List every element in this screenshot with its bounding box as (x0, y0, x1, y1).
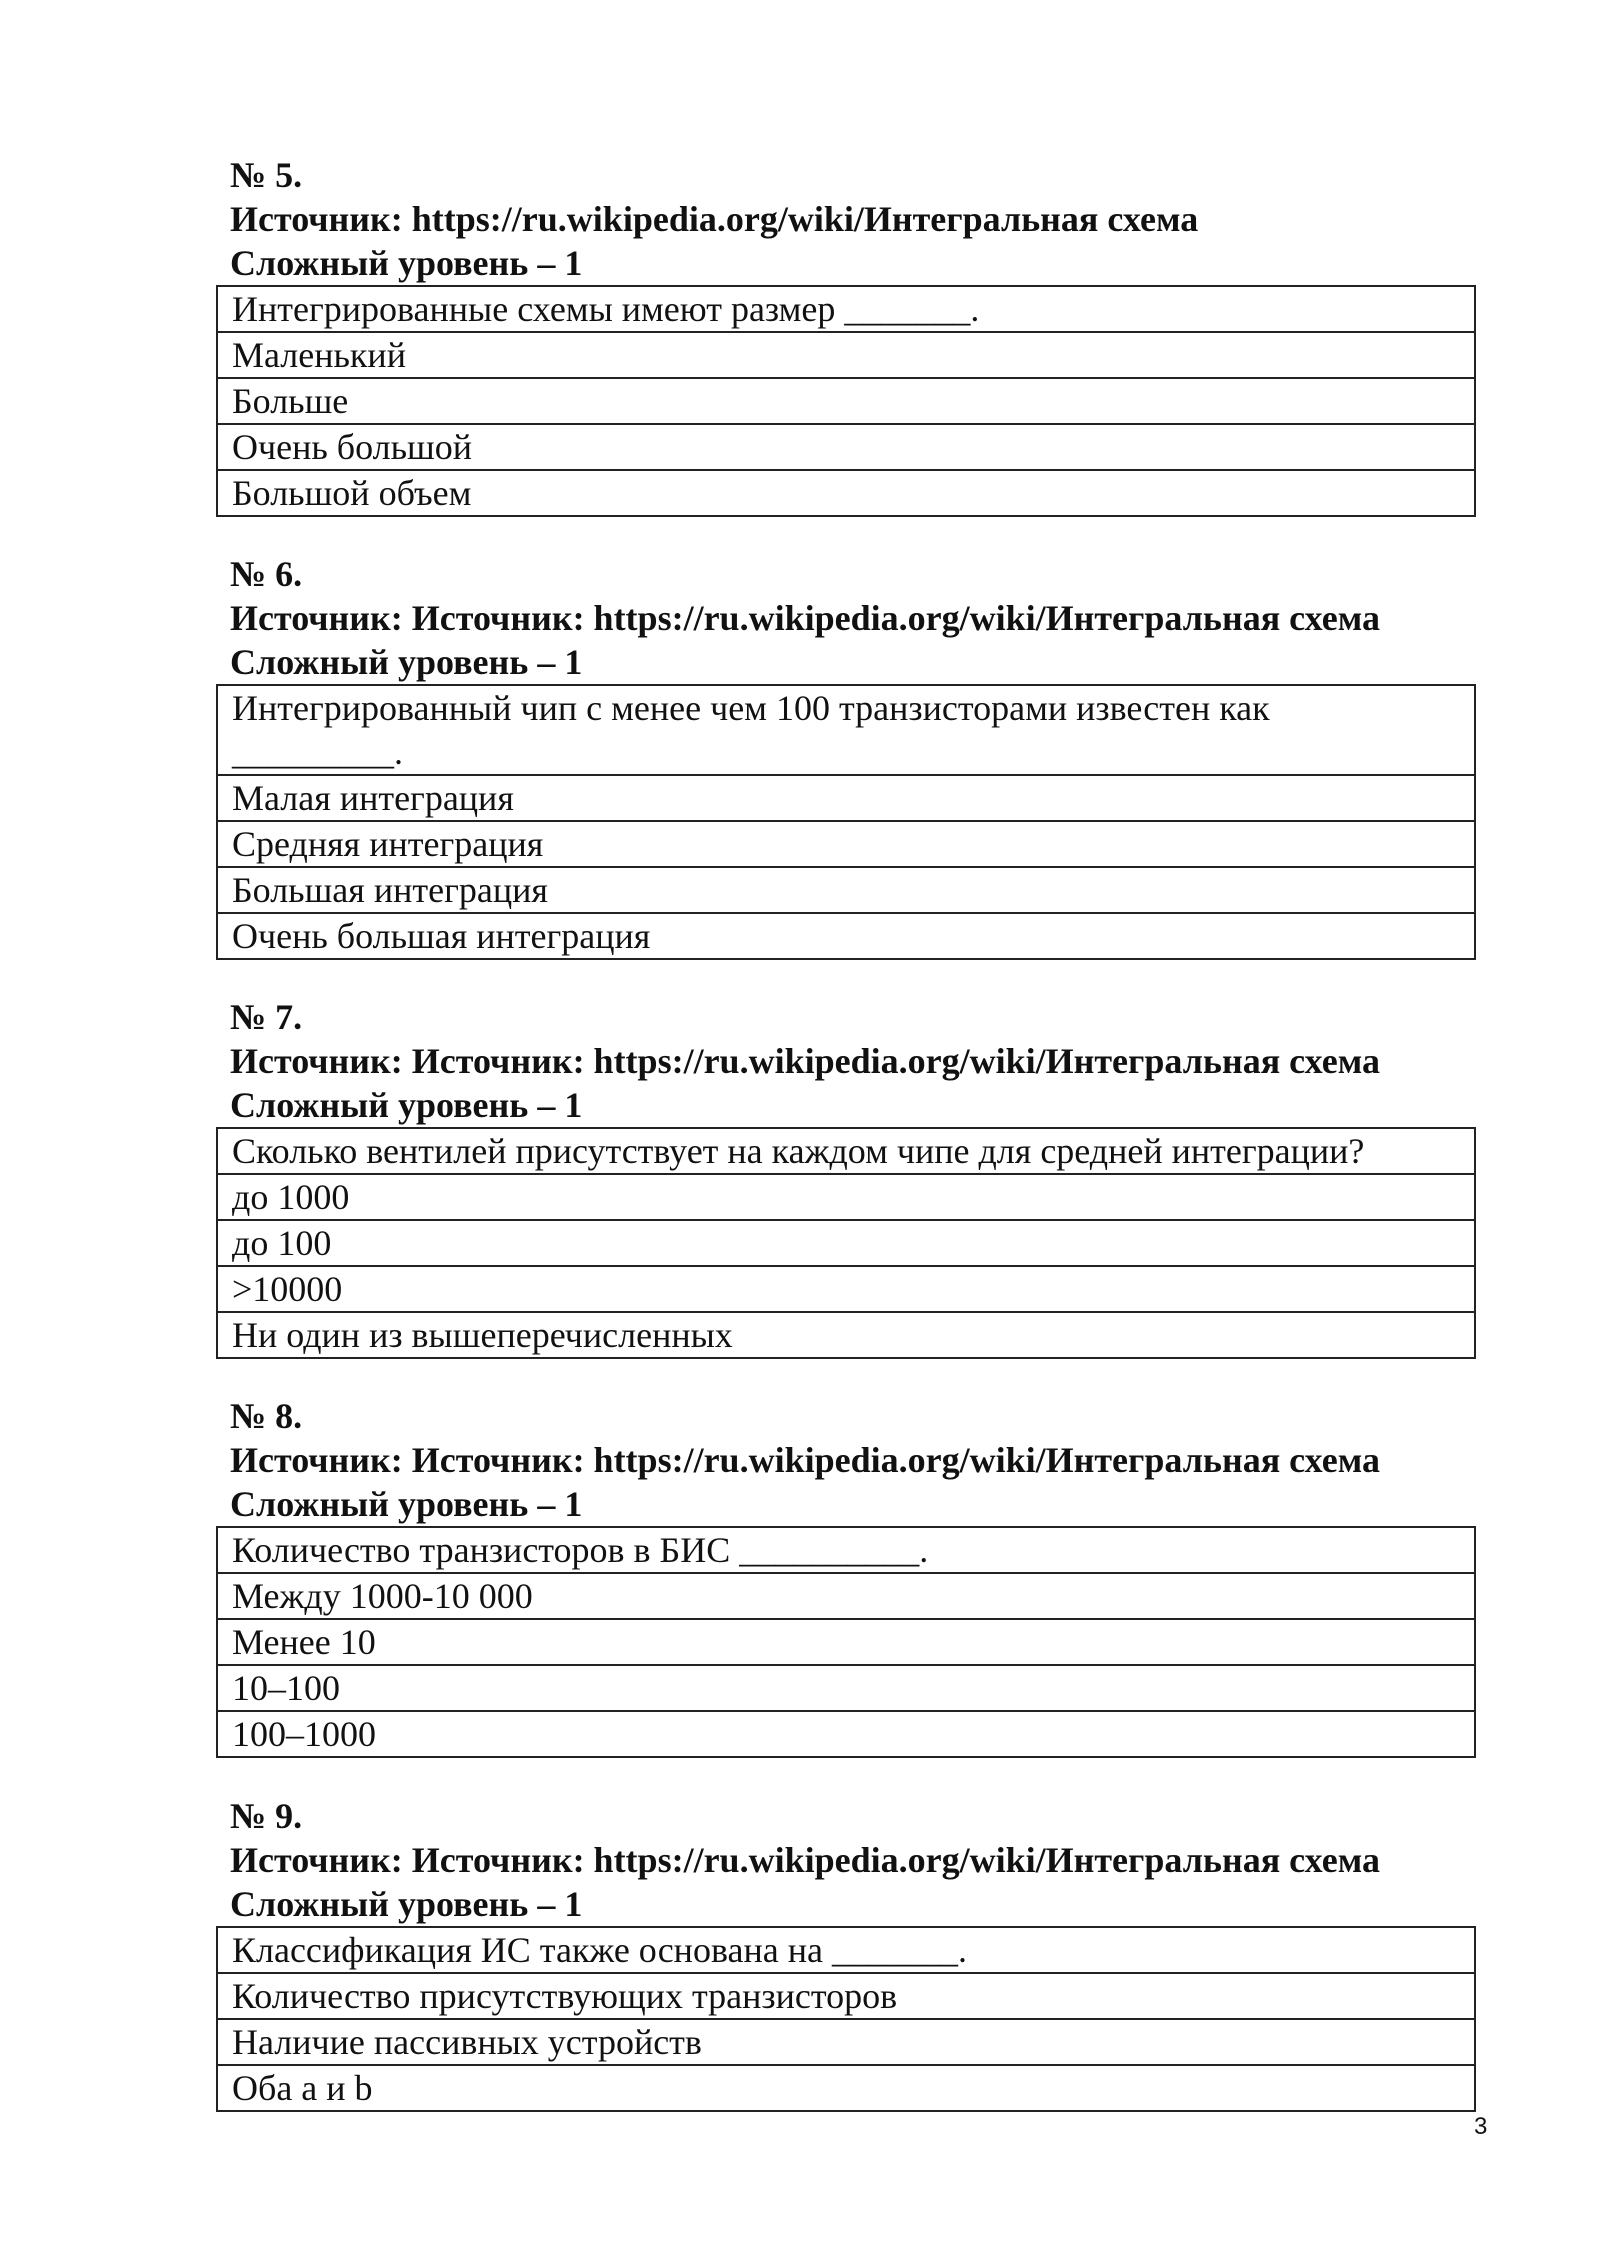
page-number: 3 (1474, 2113, 1488, 2140)
question-source: Источник: Источник: https://ru.wikipedia.org/wiki/Интегральная схема (230, 598, 1381, 638)
answer-option: Маленький (218, 333, 1474, 379)
question-table (216, 1127, 1476, 1359)
answer-option: Большая интеграция (218, 868, 1474, 914)
question-source: Источник: Источник: https://ru.wikipedia.org/wiki/Интегральная схема (230, 1041, 1381, 1081)
question-source: Источник: https://ru.wikipedia.org/wiki/Интегральная схема (230, 199, 1199, 239)
question-prompt: Сколько вентилей присутствует на каждом чипе для средней интеграции? (218, 1129, 1474, 1175)
question-level: Сложный уровень – 1 (230, 1484, 583, 1524)
answer-option: Больше (218, 379, 1474, 425)
answer-option: Между 1000-10 000 (218, 1574, 1474, 1620)
question-source: Источник: Источник: https://ru.wikipedia.org/wiki/Интегральная схема (230, 1840, 1381, 1880)
answer-option: Менее 10 (218, 1620, 1474, 1666)
answer-option: Очень большой (218, 425, 1474, 471)
answer-option: до 1000 (218, 1175, 1474, 1221)
answer-option: Количество присутствующих транзисторов (218, 1974, 1474, 2020)
answer-option: >10000 (218, 1267, 1474, 1313)
question-7 (216, 995, 1476, 1359)
question-prompt: Интегрированные схемы имеют размер _______. (218, 287, 1474, 333)
question-prompt: Интегрированный чип с менее чем 100 транзисторами известен как _________. (218, 686, 1474, 776)
question-8 (216, 1394, 1476, 1758)
question-table (216, 684, 1476, 960)
answer-option: Оба a и b (232, 2068, 373, 2108)
question-level: Сложный уровень – 1 (230, 642, 583, 682)
question-level: Сложный уровень – 1 (230, 1884, 583, 1924)
answer-option: до 100 (218, 1221, 1474, 1267)
question-6 (216, 552, 1476, 960)
answer-option: 10–100 (218, 1666, 1474, 1712)
answer-option: Наличие пассивных устройств (218, 2020, 1474, 2066)
answer-option: Малая интеграция (218, 776, 1474, 822)
question-5 (216, 153, 1476, 517)
question-prompt: Классификация ИС также основана на _______. (218, 1928, 1474, 1974)
answer-option: Средняя интеграция (218, 822, 1474, 868)
answer-option: Ни один из вышеперечисленных (232, 1315, 733, 1355)
answer-option: Большой объем (232, 473, 472, 513)
question-number: № 5. (230, 155, 303, 195)
answer-option: 100–1000 (232, 1714, 376, 1754)
question-9 (216, 1794, 1476, 2112)
question-table (216, 1926, 1476, 2112)
question-prompt: Количество транзисторов в БИС __________. (218, 1528, 1474, 1574)
question-number: № 6. (230, 554, 303, 594)
question-level: Сложный уровень – 1 (230, 243, 583, 283)
question-number: № 8. (230, 1396, 303, 1436)
question-table (216, 1526, 1476, 1758)
question-level: Сложный уровень – 1 (230, 1085, 583, 1125)
question-source: Источник: Источник: https://ru.wikipedia.org/wiki/Интегральная схема (230, 1440, 1381, 1480)
question-table (216, 285, 1476, 517)
question-number: № 9. (230, 1796, 303, 1836)
answer-option: Очень большая интеграция (232, 916, 651, 956)
question-number: № 7. (230, 997, 303, 1037)
